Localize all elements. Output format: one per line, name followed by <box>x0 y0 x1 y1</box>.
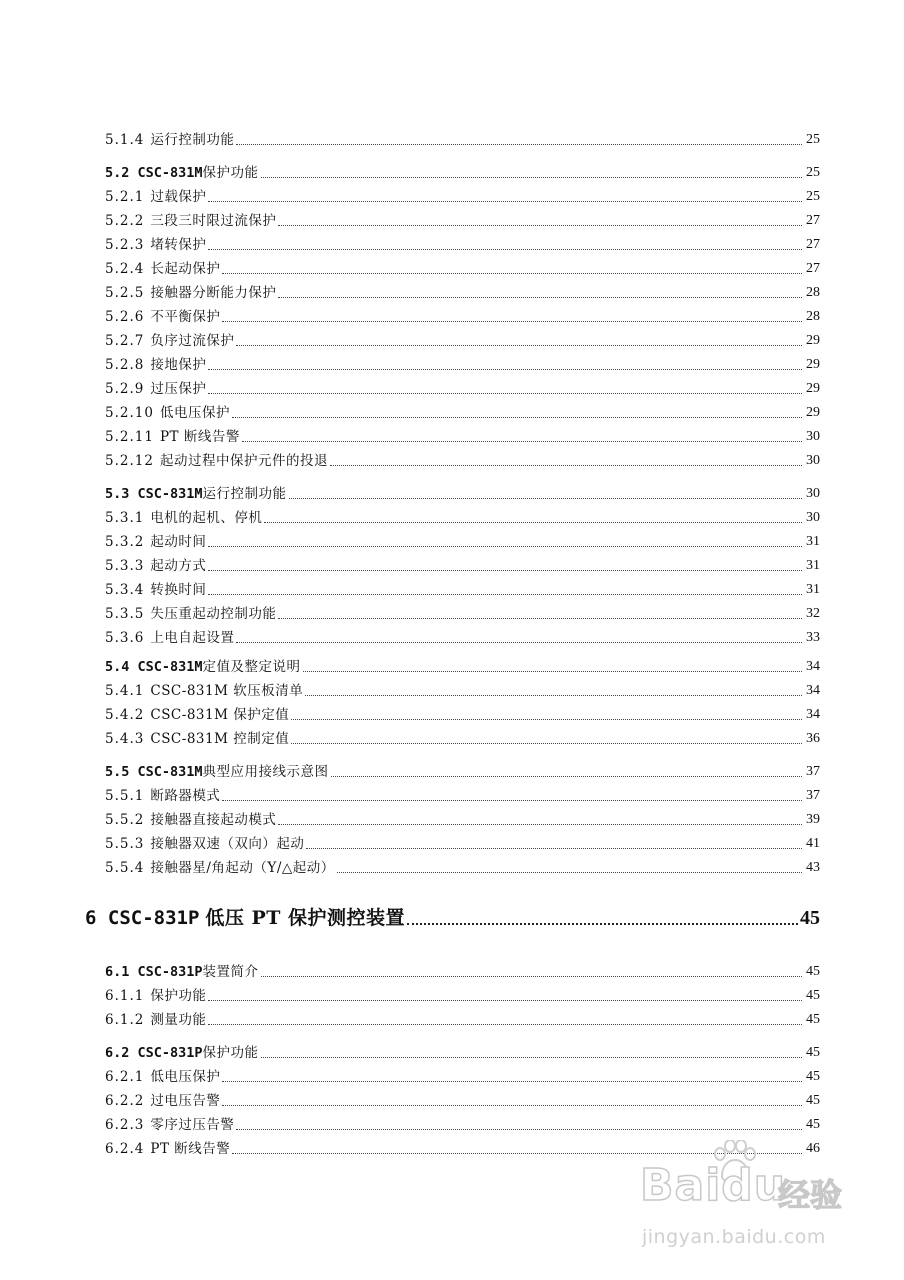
section-title: 典型应用接线示意图 <box>202 764 329 780</box>
entry-page-number: 28 <box>806 309 820 324</box>
entry-page-number: 33 <box>806 630 820 645</box>
dot-leader <box>305 695 802 696</box>
entry-page-number: 30 <box>806 453 820 468</box>
entry-title: 上电自起设置 <box>150 630 235 646</box>
entry-number: 5.4.1 <box>105 683 145 699</box>
dot-leader <box>306 848 802 849</box>
dot-leader <box>208 546 802 547</box>
dot-leader <box>208 393 802 394</box>
toc-entry-5-2-5[interactable] <box>105 283 820 303</box>
dot-leader <box>278 225 802 226</box>
entry-title: 起动时间 <box>150 534 207 550</box>
entry-title: 接地保护 <box>150 357 207 373</box>
dot-leader <box>208 249 802 250</box>
toc-entry-5-5-3[interactable] <box>105 834 820 854</box>
dot-leader <box>331 776 802 777</box>
entry-title: 低电压保护 <box>150 1069 221 1085</box>
entry-number: 5.1.4 <box>105 132 145 148</box>
entry-page-number: 25 <box>806 132 820 147</box>
dot-leader <box>278 297 802 298</box>
watermark-url: jingyan.baidu.com <box>642 1226 826 1248</box>
section-page-number: 34 <box>806 659 820 674</box>
toc-entry-5-2-1[interactable] <box>105 187 820 207</box>
section-title: 保护功能 <box>202 1045 259 1061</box>
section-number: 5.3 CSC-831M <box>105 486 203 502</box>
toc-entry-5-2-6[interactable] <box>105 307 820 327</box>
entry-page-number: 28 <box>806 285 820 300</box>
entry-page-number: 31 <box>806 582 820 597</box>
dot-leader <box>291 719 802 720</box>
entry-page-number: 29 <box>806 333 820 348</box>
entry-number: 5.5.3 <box>105 836 145 852</box>
watermark-suffix: 经验 <box>778 1176 843 1214</box>
toc-entry-5-2-4[interactable] <box>105 259 820 279</box>
section-number: 6.2 CSC-831P <box>105 1045 203 1061</box>
entry-number: 5.3.6 <box>105 630 145 646</box>
toc-entry-6-2-1[interactable] <box>105 1067 820 1087</box>
dot-leader <box>222 1105 802 1106</box>
entry-page-number: 29 <box>806 357 820 372</box>
section-page-number: 30 <box>806 486 820 501</box>
dot-leader <box>236 1129 802 1130</box>
entry-number: 5.4.3 <box>105 731 145 747</box>
dot-leader <box>222 321 802 322</box>
entry-number: 6.2.4 <box>105 1141 145 1157</box>
entry-page-number: 41 <box>806 836 820 851</box>
entry-number: 6.2.1 <box>105 1069 145 1085</box>
entry-number: 5.2.11 <box>105 429 154 445</box>
baidu-jingyan-watermark <box>640 1140 880 1270</box>
toc-section-5-2[interactable] <box>105 163 820 183</box>
entry-number: 5.3.2 <box>105 534 145 550</box>
toc-entry-5-2-11[interactable] <box>105 427 820 447</box>
dot-leader <box>303 671 802 672</box>
entry-number: 5.3.3 <box>105 558 145 574</box>
entry-title: 测量功能 <box>150 1012 207 1028</box>
entry-title: CSC-831M 软压板清单 <box>150 683 304 699</box>
entry-title: CSC-831M 控制定值 <box>150 731 290 747</box>
dot-leader <box>261 976 802 977</box>
dot-leader <box>222 1081 802 1082</box>
entry-number: 5.2.2 <box>105 213 145 229</box>
entry-page-number: 45 <box>806 1093 820 1108</box>
dot-leader <box>208 1000 802 1001</box>
section-number: 5.4 CSC-831M <box>105 659 203 675</box>
entry-title: PT 断线告警 <box>159 429 240 445</box>
section-title: 保护功能 <box>202 165 259 181</box>
chapter-number: 6 CSC-831P <box>85 907 200 929</box>
entry-page-number: 39 <box>806 812 820 827</box>
entry-number: 5.2.4 <box>105 261 145 277</box>
entry-number: 5.2.8 <box>105 357 145 373</box>
toc-entry-6-2-2[interactable] <box>105 1091 820 1111</box>
entry-page-number: 37 <box>806 788 820 803</box>
dot-leader <box>261 177 802 178</box>
toc-entry-5-3-1[interactable] <box>105 508 820 528</box>
entry-number: 5.2.1 <box>105 189 145 205</box>
entry-page-number: 46 <box>806 1141 820 1156</box>
dot-leader <box>236 144 802 145</box>
dot-leader <box>291 743 802 744</box>
entry-page-number: 36 <box>806 731 820 746</box>
entry-title: 堵转保护 <box>150 237 207 253</box>
entry-page-number: 31 <box>806 534 820 549</box>
entry-title: 负序过流保护 <box>150 333 235 349</box>
entry-page-number: 34 <box>806 683 820 698</box>
entry-title: 起动方式 <box>150 558 207 574</box>
section-title: 运行控制功能 <box>202 486 287 502</box>
section-title: 定值及整定说明 <box>202 659 301 675</box>
toc-entry-5-1-4[interactable] <box>105 130 820 150</box>
toc-entry-5-2-10[interactable] <box>105 403 820 423</box>
chapter-title: 低压 PT 保护测控装置 <box>205 907 406 929</box>
dot-leader <box>236 642 802 643</box>
entry-title: 过电压告警 <box>150 1093 221 1109</box>
entry-number: 6.1.2 <box>105 1012 145 1028</box>
dot-leader <box>278 824 802 825</box>
toc-entry-5-3-2[interactable] <box>105 532 820 552</box>
entry-title: 接触器星/角起动（Y/△起动） <box>150 860 335 876</box>
watermark-brand: Baidu <box>640 1160 787 1211</box>
toc-entry-5-2-8[interactable] <box>105 355 820 375</box>
entry-title: 保护功能 <box>150 988 207 1004</box>
entry-page-number: 45 <box>806 1117 820 1132</box>
dot-leader <box>242 441 802 442</box>
toc-entry-5-3-3[interactable] <box>105 556 820 576</box>
entry-title: 低电压保护 <box>159 405 230 421</box>
dot-leader <box>232 417 802 418</box>
toc-section-5-3[interactable] <box>105 484 820 504</box>
toc-entry-5-3-6[interactable] <box>105 628 820 648</box>
dot-leader <box>236 345 802 346</box>
toc-entry-5-2-12[interactable] <box>105 451 820 471</box>
entry-page-number: 25 <box>806 189 820 204</box>
section-number: 5.2 CSC-831M <box>105 165 203 181</box>
entry-number: 5.2.6 <box>105 309 145 325</box>
toc-entry-6-1-2[interactable] <box>105 1010 820 1030</box>
entry-number: 5.3.1 <box>105 510 145 526</box>
toc-entry-5-4-2[interactable] <box>105 705 820 725</box>
entry-number: 5.2.10 <box>105 405 154 421</box>
entry-number: 5.5.1 <box>105 788 145 804</box>
entry-number: 5.3.5 <box>105 606 145 622</box>
chapter-page-number: 45 <box>800 907 820 929</box>
entry-page-number: 27 <box>806 261 820 276</box>
section-title: 装置简介 <box>202 964 259 980</box>
entry-number: 6.2.2 <box>105 1093 145 1109</box>
entry-title: 不平衡保护 <box>150 309 221 325</box>
toc-entry-5-4-1[interactable] <box>105 681 820 701</box>
entry-title: 三段三时限过流保护 <box>150 213 277 229</box>
entry-page-number: 27 <box>806 237 820 252</box>
entry-number: 5.5.2 <box>105 812 145 828</box>
dot-leader <box>208 570 802 571</box>
toc-chapter-6[interactable] <box>85 904 820 932</box>
toc-entry-5-2-2[interactable] <box>105 211 820 231</box>
dot-leader <box>261 1057 802 1058</box>
dot-leader <box>330 465 802 466</box>
entry-number: 5.5.4 <box>105 860 145 876</box>
entry-title: 电机的起机、停机 <box>150 510 263 526</box>
dot-leader <box>407 923 798 925</box>
dot-leader <box>208 1024 802 1025</box>
entry-number: 5.2.9 <box>105 381 145 397</box>
entry-title: 零序过压告警 <box>150 1117 235 1133</box>
section-number: 5.5 CSC-831M <box>105 764 203 780</box>
entry-title: 过压保护 <box>150 381 207 397</box>
dot-leader <box>222 800 802 801</box>
entry-title: PT 断线告警 <box>150 1141 231 1157</box>
dot-leader <box>264 522 802 523</box>
toc-entry-5-5-1[interactable] <box>105 786 820 806</box>
entry-number: 5.3.4 <box>105 582 145 598</box>
toc-entry-5-5-2[interactable] <box>105 810 820 830</box>
entry-page-number: 34 <box>806 707 820 722</box>
dot-leader <box>222 273 802 274</box>
entry-title: 转换时间 <box>150 582 207 598</box>
toc-section-6-1[interactable] <box>105 962 820 982</box>
entry-title: 接触器直接起动模式 <box>150 812 277 828</box>
toc-section-5-4[interactable] <box>105 657 820 677</box>
section-page-number: 25 <box>806 165 820 180</box>
entry-page-number: 45 <box>806 1012 820 1027</box>
entry-page-number: 43 <box>806 860 820 875</box>
entry-page-number: 32 <box>806 606 820 621</box>
dot-leader <box>289 498 802 499</box>
dot-leader <box>337 872 802 873</box>
entry-page-number: 31 <box>806 558 820 573</box>
entry-page-number: 30 <box>806 510 820 525</box>
entry-title: 过载保护 <box>150 189 207 205</box>
dot-leader <box>208 201 802 202</box>
entry-title: 接触器双速（双向）起动 <box>150 836 305 852</box>
entry-number: 5.4.2 <box>105 707 145 723</box>
toc-entry-5-5-4[interactable] <box>105 858 820 878</box>
entry-number: 5.2.5 <box>105 285 145 301</box>
entry-number: 5.2.3 <box>105 237 145 253</box>
toc-entry-6-1-1[interactable] <box>105 986 820 1006</box>
entry-page-number: 29 <box>806 405 820 420</box>
entry-page-number: 30 <box>806 429 820 444</box>
toc-entry-5-2-7[interactable] <box>105 331 820 351</box>
toc-entry-6-2-3[interactable] <box>105 1115 820 1135</box>
section-number: 6.1 CSC-831P <box>105 964 203 980</box>
toc-entry-5-2-9[interactable] <box>105 379 820 399</box>
toc-entry-5-4-3[interactable] <box>105 729 820 749</box>
entry-title: 运行控制功能 <box>150 132 235 148</box>
entry-number: 5.2.12 <box>105 453 154 469</box>
entry-title: 失压重起动控制功能 <box>150 606 277 622</box>
entry-number: 6.2.3 <box>105 1117 145 1133</box>
section-page-number: 37 <box>806 764 820 779</box>
entry-number: 5.2.7 <box>105 333 145 349</box>
entry-title: 起动过程中保护元件的投退 <box>159 453 328 469</box>
entry-number: 6.1.1 <box>105 988 145 1004</box>
dot-leader <box>208 369 802 370</box>
entry-page-number: 45 <box>806 1069 820 1084</box>
dot-leader <box>208 594 802 595</box>
toc-entry-5-3-5[interactable] <box>105 604 820 624</box>
toc-section-5-5[interactable] <box>105 762 820 782</box>
entry-title: CSC-831M 保护定值 <box>150 707 290 723</box>
entry-title: 断路器模式 <box>150 788 221 804</box>
toc-section-6-2[interactable] <box>105 1043 820 1063</box>
section-page-number: 45 <box>806 1045 820 1060</box>
entry-page-number: 29 <box>806 381 820 396</box>
entry-title: 长起动保护 <box>150 261 221 277</box>
dot-leader <box>278 618 802 619</box>
section-page-number: 45 <box>806 964 820 979</box>
toc-entry-5-3-4[interactable] <box>105 580 820 600</box>
entry-page-number: 27 <box>806 213 820 228</box>
entry-title: 接触器分断能力保护 <box>150 285 277 301</box>
entry-page-number: 45 <box>806 988 820 1003</box>
toc-entry-5-2-3[interactable] <box>105 235 820 255</box>
